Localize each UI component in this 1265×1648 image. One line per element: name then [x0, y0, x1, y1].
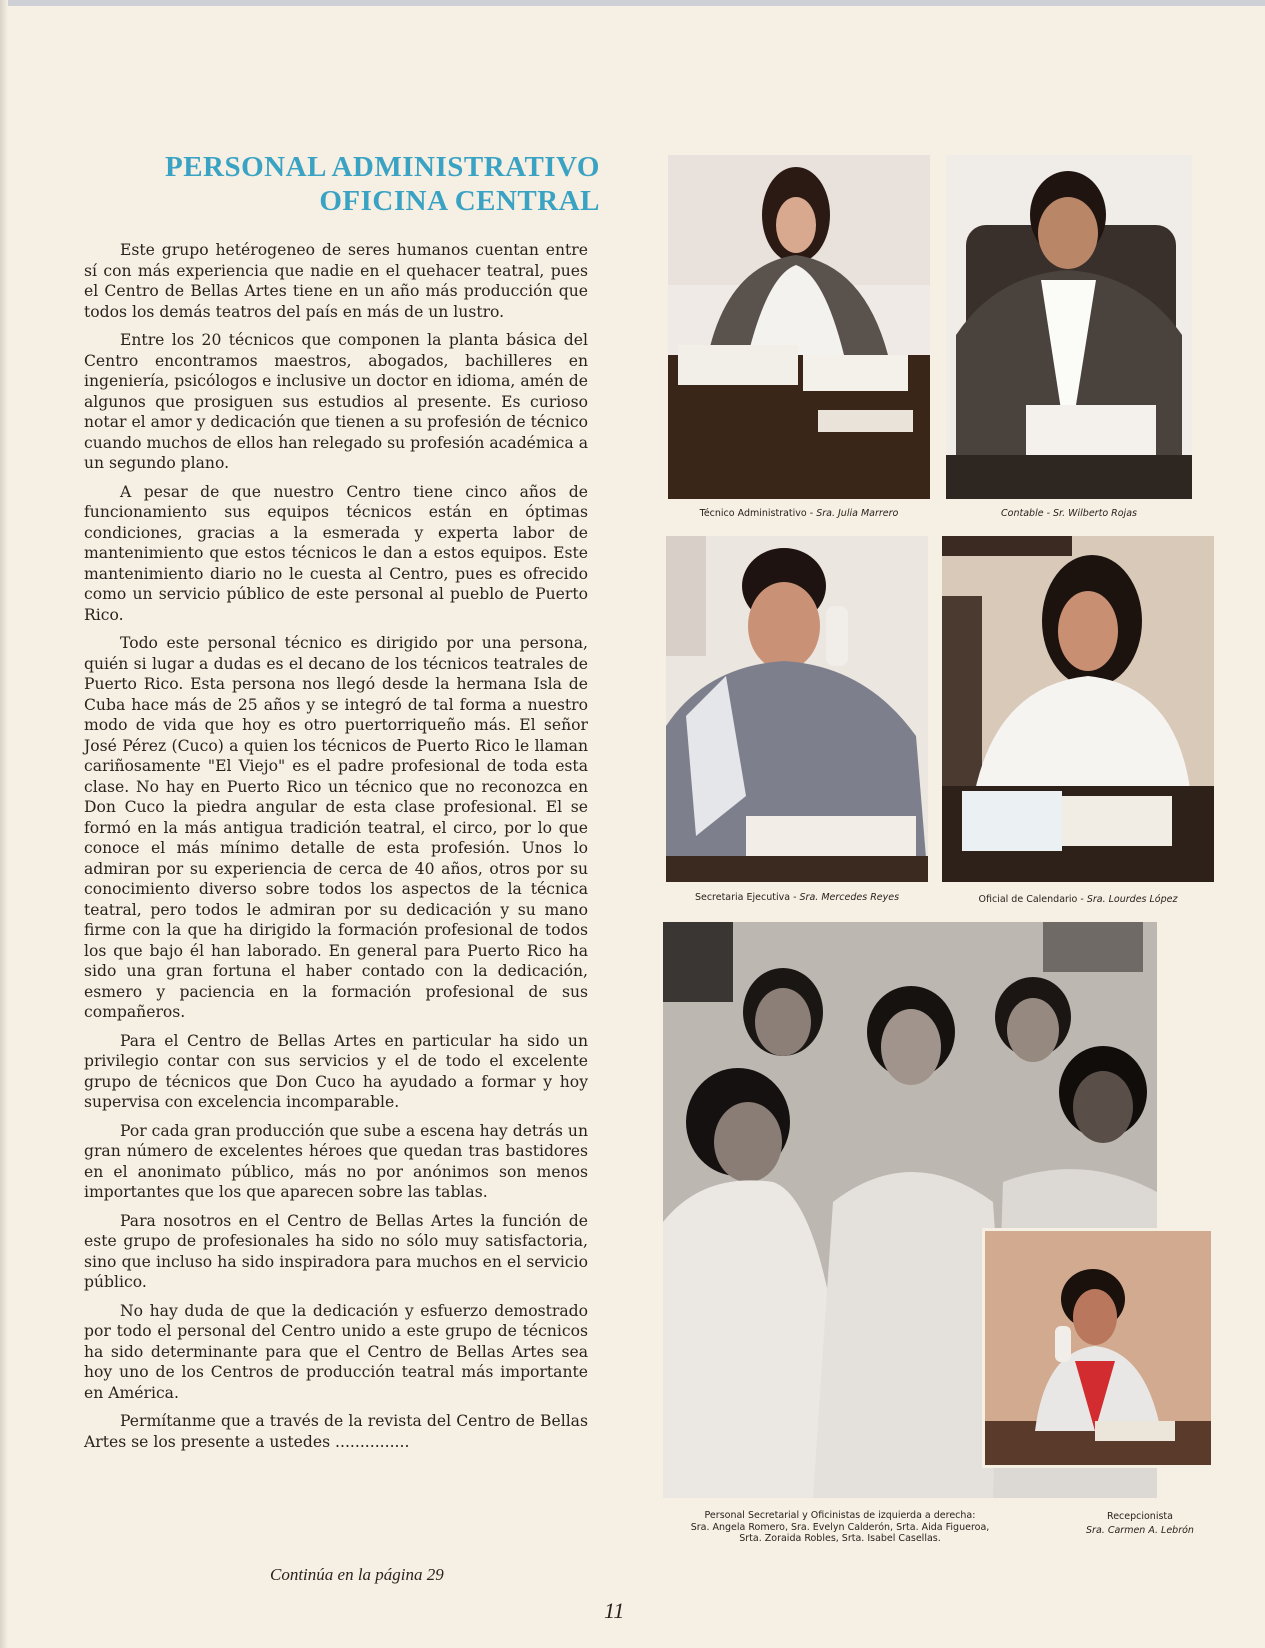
caption-group-line: Sra. Angela Romero, Sra. Evelyn Calderón, Srta. Aida Figueroa,	[690, 1521, 990, 1533]
article-paragraph: Para nosotros en el Centro de Bellas Artes la función de este grupo de profesionales ha sido no sólo muy satisfactoria, sino que incluso ha sido inspiradora para muchos en el servicio público.	[84, 1211, 588, 1291]
article-paragraph: Por cada gran producción que sube a escena hay detrás un gran número de excelentes héroes que quedan tras bastidores en el anonimato público, más no por anónimos son menos importantes que los que aparecen sobre las tablas.	[84, 1121, 588, 1201]
article-paragraph: Permítanme que a través de la revista del Centro de Bellas Artes se los presente a ustedes ...............	[84, 1412, 588, 1451]
caption-role: Oficial de Calendario -	[978, 894, 1087, 905]
article-paragraph: No hay duda de que la dedicación y esfuerzo demostrado por todo el personal del Centro unido a este grupo de técnicos ha sido determinante para que el Centro de Bellas Artes sea hoy uno de los Centros de producción teatral más importante en América.	[84, 1301, 588, 1402]
caption-executive-secretary	[666, 892, 928, 904]
page-title	[150, 150, 600, 218]
caption-group	[645, 1510, 1035, 1545]
photo-calendar-officer	[942, 536, 1214, 882]
caption-name: Sr. Wilberto Rojas	[1053, 508, 1137, 519]
article-body	[84, 240, 588, 1460]
caption-role: Contable -	[1001, 508, 1054, 519]
title-line-2: OFICINA CENTRAL	[319, 185, 600, 217]
caption-name: Sra. Carmen A. Lebrón	[1086, 1525, 1194, 1536]
article-paragraph: A pesar de que nuestro Centro tiene cinco años de funcionamiento sus equipos técnicos están en óptimas condiciones, gracias a la esmerada y experta labor de mantenimiento que estos técnicos le dan a estos equipos. Este mantenimiento diario no le cuesta al Centro, pues es ofrecido como un servicio público de este personal al pueblo de Puerto Rico.	[84, 482, 588, 624]
page-number: 11	[604, 1598, 625, 1623]
caption-name: Sra. Mercedes Reyes	[799, 892, 900, 903]
continued-note: Continúa en la página 29	[270, 1565, 444, 1584]
caption-role: Técnico Administrativo -	[699, 508, 817, 519]
caption-group-line: Personal Secretarial y Oficinistas de izquierda a derecha:	[704, 1510, 976, 1521]
photo-administrative-technician	[668, 155, 930, 499]
title-line-1: PERSONAL ADMINISTRATIVO	[165, 151, 600, 183]
caption-role: Recepcionista	[1107, 1511, 1173, 1522]
caption-accountant	[946, 508, 1192, 520]
photo-executive-secretary	[666, 536, 928, 882]
photo-receptionist	[982, 1228, 1214, 1468]
article-paragraph: Entre los 20 técnicos que componen la planta básica del Centro encontramos maestros, abogados, bachilleres en ingeniería, psicólogos e inclusive un doctor en idioma, amén de algunos que prosiguen sus estudios al presente. Es curioso notar el amor y dedicación que tienen a su profesión de técnico cuando muchos de ellos han relegado su profesión académica a un segundo plano.	[84, 331, 588, 472]
photo-accountant	[946, 155, 1192, 499]
page-left-edge	[0, 0, 8, 1648]
page-top-edge	[0, 0, 1265, 6]
caption-name: Sra. Julia Marrero	[816, 508, 899, 519]
caption-calendar-officer	[942, 894, 1214, 906]
article-paragraph: Este grupo hetérogeneo de seres humanos cuentan entre sí con más experiencia que nadie en el quehacer teatral, pues el Centro de Bellas Artes tiene en un año más producción que todos los demás teatros del país en más de un lustro.	[84, 241, 588, 321]
caption-role: Secretaria Ejecutiva -	[694, 892, 800, 903]
caption-group-line: Srta. Zoraida Robles, Srta. Isabel Casellas.	[739, 1533, 941, 1544]
caption-administrative-technician	[668, 508, 930, 520]
caption-receptionist	[1060, 1510, 1220, 1538]
article-paragraph: Todo este personal técnico es dirigido por una persona, quién si lugar a dudas es el decano de los técnicos teatrales de Puerto Rico. Esta persona nos llegó desde la hermana Isla de Cuba hace más de 25 años y se integró de tal forma a nuestro modo de vida que hoy es otro puertorriqueño más. El señor José Pérez (Cuco) a quien los técnicos de Puerto Rico le llaman cariñosamente "El Viejo" es el padre profesional de toda esta clase. No hay en Puerto Rico un técnico que no reconozca en Don Cuco la piedra angular de esta clase profesional. El se formó en la más antigua tradición teatral, el circo, por lo que conoce el más mínimo detalle de esta profesión. Unos lo admiran por su experiencia de cerca de 40 años, otros por su conocimiento diverso sobre todos los aspectos de la técnica teatral, pero todos le admiran por su dedicación y su mano firme con la que ha dirigido la formación profesional de todos los que bajo él han laborado. En general para Puerto Rico ha sido una gran fortuna el haber contado con la dedicación, esmero y paciencia en la formación profesional de sus compañeros.	[84, 634, 588, 1021]
caption-name: Sra. Lourdes López	[1086, 894, 1178, 905]
article-paragraph: Para el Centro de Bellas Artes en particular ha sido un privilegio contar con sus servicios y el de todo el excelente grupo de técnicos que Don Cuco ha ayudado a formar y hoy supervisa con excelencia incomparable.	[84, 1031, 588, 1111]
